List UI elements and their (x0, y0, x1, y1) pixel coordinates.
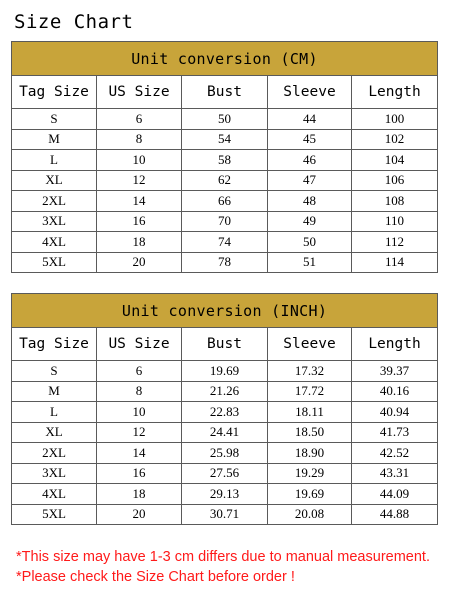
table-row (12, 504, 438, 525)
table-cell: 2XL (12, 191, 97, 212)
table-cell: 16 (97, 463, 182, 484)
note-line: *Please check the Size Chart before order ! (16, 569, 295, 585)
table-cell: 19.29 (268, 463, 352, 484)
table-cell: 22.83 (182, 402, 268, 423)
table-cell: 46 (268, 150, 352, 171)
table-cell: 16 (97, 211, 182, 232)
table-cell: 4XL (12, 484, 97, 505)
unit-row (12, 294, 438, 328)
table-cell: 3XL (12, 211, 97, 232)
table-cell: 40.16 (352, 381, 438, 402)
table-row (12, 211, 438, 232)
table-cell: 10 (97, 150, 182, 171)
col-header: US Size (97, 328, 182, 361)
col-header: Bust (182, 76, 268, 109)
table-cell: 47 (268, 170, 352, 191)
table-row (12, 129, 438, 150)
table-cell: 40.94 (352, 402, 438, 423)
table-cell: 45 (268, 129, 352, 150)
col-header: Sleeve (268, 76, 352, 109)
table-cell: 17.72 (268, 381, 352, 402)
table-cell: 5XL (12, 252, 97, 273)
table-row (12, 443, 438, 464)
table-cell: 18.90 (268, 443, 352, 464)
table-row (12, 232, 438, 253)
table-cell: 14 (97, 443, 182, 464)
table-cell: 30.71 (182, 504, 268, 525)
unit-label: Unit conversion (INCH) (12, 294, 438, 328)
table-cell: 19.69 (268, 484, 352, 505)
table-cell: XL (12, 422, 97, 443)
table-cell: 19.69 (182, 361, 268, 382)
table-cell: 106 (352, 170, 438, 191)
table-cell: 44.09 (352, 484, 438, 505)
table-cell: 39.37 (352, 361, 438, 382)
table-row (12, 170, 438, 191)
table-cell: 42.52 (352, 443, 438, 464)
table-cell: 58 (182, 150, 268, 171)
table-row (12, 361, 438, 382)
col-header: Length (352, 76, 438, 109)
table-cell: 49 (268, 211, 352, 232)
table-cell: 70 (182, 211, 268, 232)
table-cell: 6 (97, 361, 182, 382)
table-row (12, 402, 438, 423)
table-row (12, 484, 438, 505)
table-cell: 78 (182, 252, 268, 273)
table-cell: 66 (182, 191, 268, 212)
table-cell: 108 (352, 191, 438, 212)
unit-row (12, 42, 438, 76)
col-header: Sleeve (268, 328, 352, 361)
table-cell: 18 (97, 484, 182, 505)
table-cell: M (12, 129, 97, 150)
table-cell: 18.50 (268, 422, 352, 443)
table-cell: 44 (268, 109, 352, 130)
note-line: *This size may have 1-3 cm differs due to manual measurement. (16, 549, 430, 565)
table-row (12, 381, 438, 402)
table-cell: 27.56 (182, 463, 268, 484)
unit-label: Unit conversion (CM) (12, 42, 438, 76)
table-cell: 18.11 (268, 402, 352, 423)
table-cell: 5XL (12, 504, 97, 525)
table-cell: 44.88 (352, 504, 438, 525)
table-row (12, 252, 438, 273)
table-cell: 43.31 (352, 463, 438, 484)
table-cell: 3XL (12, 463, 97, 484)
table-cell: M (12, 381, 97, 402)
table-row (12, 191, 438, 212)
table-cell: 20 (97, 504, 182, 525)
table-cell: 17.32 (268, 361, 352, 382)
table-cell: 74 (182, 232, 268, 253)
table-cell: 41.73 (352, 422, 438, 443)
header-row (12, 76, 438, 109)
inch-size-table (11, 293, 438, 525)
table-row (12, 463, 438, 484)
table-cell: S (12, 361, 97, 382)
table-cell: 12 (97, 170, 182, 191)
table-cell: 2XL (12, 443, 97, 464)
table-cell: 6 (97, 109, 182, 130)
col-header: Tag Size (12, 76, 97, 109)
col-header: Bust (182, 328, 268, 361)
table-cell: 112 (352, 232, 438, 253)
table-cell: L (12, 402, 97, 423)
table-cell: 8 (97, 129, 182, 150)
table-cell: 102 (352, 129, 438, 150)
table-row (12, 150, 438, 171)
table-cell: 51 (268, 252, 352, 273)
table-cell: 14 (97, 191, 182, 212)
cm-size-table (11, 41, 438, 273)
table-cell: 110 (352, 211, 438, 232)
table-cell: 20.08 (268, 504, 352, 525)
table-row (12, 422, 438, 443)
table-cell: 62 (182, 170, 268, 191)
col-header: Length (352, 328, 438, 361)
table-cell: 20 (97, 252, 182, 273)
table-cell: 10 (97, 402, 182, 423)
col-header: Tag Size (12, 328, 97, 361)
table-cell: 12 (97, 422, 182, 443)
table-cell: 48 (268, 191, 352, 212)
table-cell: 24.41 (182, 422, 268, 443)
table-cell: 18 (97, 232, 182, 253)
table-cell: 114 (352, 252, 438, 273)
table-cell: XL (12, 170, 97, 191)
table-cell: 25.98 (182, 443, 268, 464)
table-cell: 50 (182, 109, 268, 130)
table-cell: 54 (182, 129, 268, 150)
table-cell: L (12, 150, 97, 171)
header-row (12, 328, 438, 361)
table-cell: 4XL (12, 232, 97, 253)
table-cell: 29.13 (182, 484, 268, 505)
table-row (12, 109, 438, 130)
table-cell: 100 (352, 109, 438, 130)
table-cell: 21.26 (182, 381, 268, 402)
table-cell: 8 (97, 381, 182, 402)
table-cell: 104 (352, 150, 438, 171)
page-title: Size Chart (14, 11, 134, 33)
table-cell: 50 (268, 232, 352, 253)
col-header: US Size (97, 76, 182, 109)
table-cell: S (12, 109, 97, 130)
notes (16, 547, 430, 587)
